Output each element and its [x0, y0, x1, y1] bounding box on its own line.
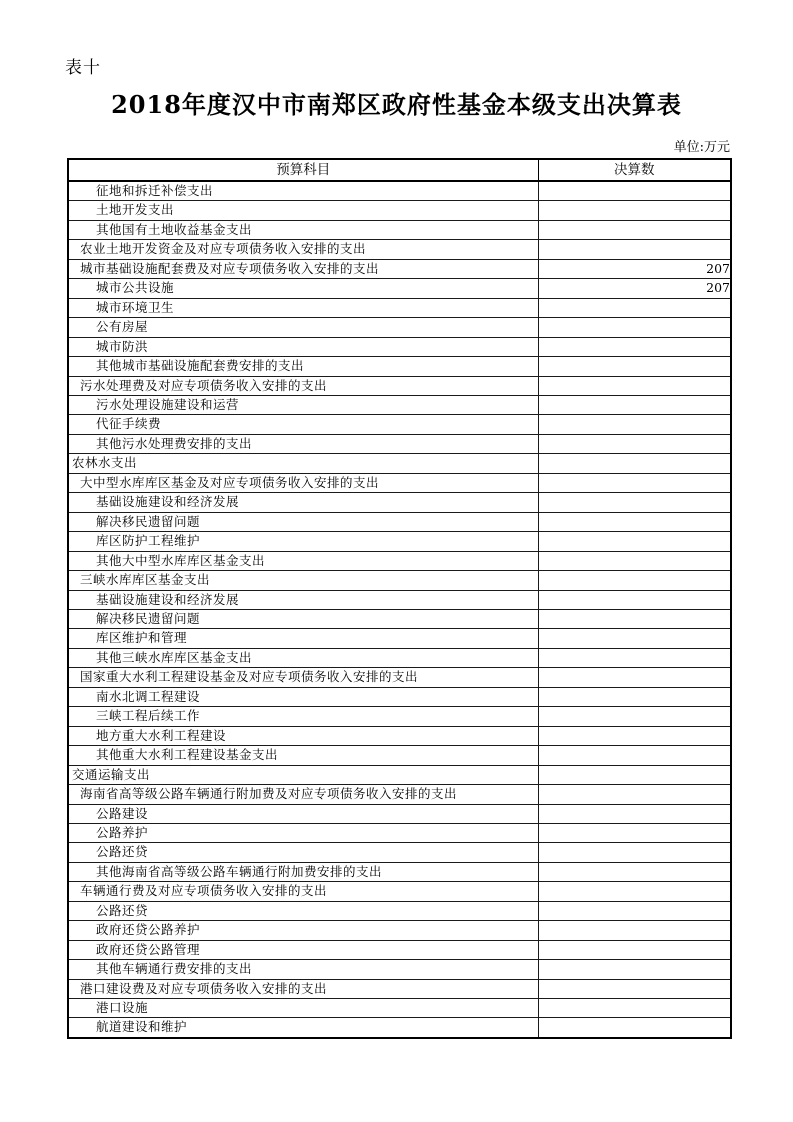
- budget-subject-cell: 港口建设费及对应专项债务收入安排的支出: [68, 979, 538, 998]
- final-amount-cell: [538, 357, 731, 376]
- final-amount-cell: [538, 473, 731, 492]
- budget-subject-cell: 港口设施: [68, 999, 538, 1018]
- table-row: [68, 201, 731, 220]
- page-title: 2018年度汉中市南郑区政府性基金本级支出决算表: [111, 90, 682, 119]
- final-amount-cell: [538, 979, 731, 998]
- budget-subject-cell: 城市环境卫生: [68, 298, 538, 317]
- final-amount-cell: [538, 434, 731, 453]
- table-row: [68, 921, 731, 940]
- final-amount-cell: [538, 785, 731, 804]
- table-row: [68, 960, 731, 979]
- table-row: [68, 181, 731, 201]
- budget-subject-cell: 其他三峡水库库区基金支出: [68, 648, 538, 667]
- final-amount-cell: [538, 921, 731, 940]
- budget-subject-cell: 污水处理设施建设和运营: [68, 395, 538, 414]
- budget-subject-cell: 城市防洪: [68, 337, 538, 356]
- table-row: [68, 571, 731, 590]
- final-amount-cell: [538, 376, 731, 395]
- table-row: [68, 220, 731, 239]
- final-amount-cell: [538, 590, 731, 609]
- table-row: [68, 259, 731, 278]
- budget-subject-cell: 基础设施建设和经济发展: [68, 493, 538, 512]
- budget-subject-cell: 农林水支出: [68, 454, 538, 473]
- table-row: [68, 785, 731, 804]
- table-row: [68, 337, 731, 356]
- final-amount-cell: [538, 960, 731, 979]
- final-amount-cell: [538, 415, 731, 434]
- budget-subject-cell: 其他国有土地收益基金支出: [68, 220, 538, 239]
- budget-subject-cell: 公路还贷: [68, 901, 538, 920]
- budget-subject-cell: 解决移民遗留问题: [68, 609, 538, 628]
- final-amount-cell: [538, 999, 731, 1018]
- final-amount-cell: [538, 1018, 731, 1038]
- final-amount-cell: [538, 395, 731, 414]
- final-amount-cell: [538, 201, 731, 220]
- table-row: [68, 318, 731, 337]
- final-amount-cell: [538, 551, 731, 570]
- final-amount-cell: [538, 707, 731, 726]
- table-row: [68, 901, 731, 920]
- budget-subject-cell: 政府还贷公路管理: [68, 940, 538, 959]
- final-amount-cell: [538, 668, 731, 687]
- budget-table: [67, 158, 732, 1039]
- page-label: 表十: [65, 58, 101, 78]
- budget-subject-cell: 国家重大水利工程建设基金及对应专项债务收入安排的支出: [68, 668, 538, 687]
- budget-subject-cell: 城市基础设施配套费及对应专项债务收入安排的支出: [68, 259, 538, 278]
- table-row: [68, 804, 731, 823]
- final-amount-cell: [538, 823, 731, 842]
- budget-subject-cell: 三峡工程后续工作: [68, 707, 538, 726]
- budget-subject-cell: 污水处理费及对应专项债务收入安排的支出: [68, 376, 538, 395]
- table-row: [68, 298, 731, 317]
- final-amount-cell: [538, 337, 731, 356]
- table-row: [68, 746, 731, 765]
- budget-subject-cell: 农业土地开发资金及对应专项债务收入安排的支出: [68, 240, 538, 259]
- final-amount-cell: [538, 512, 731, 531]
- budget-subject-cell: 航道建设和维护: [68, 1018, 538, 1038]
- table-row: [68, 551, 731, 570]
- table-row: [68, 532, 731, 551]
- table-row: [68, 512, 731, 531]
- final-amount-cell: 207: [538, 279, 731, 298]
- final-amount-cell: [538, 882, 731, 901]
- budget-subject-cell: 公路养护: [68, 823, 538, 842]
- table-row: [68, 843, 731, 862]
- final-amount-cell: [538, 862, 731, 881]
- budget-subject-cell: 车辆通行费及对应专项债务收入安排的支出: [68, 882, 538, 901]
- budget-subject-cell: 解决移民遗留问题: [68, 512, 538, 531]
- table-row: [68, 434, 731, 453]
- column-header-final-amount: 决算数: [538, 159, 731, 181]
- budget-subject-cell: 其他城市基础设施配套费安排的支出: [68, 357, 538, 376]
- budget-subject-cell: 库区防护工程维护: [68, 532, 538, 551]
- final-amount-cell: [538, 298, 731, 317]
- budget-subject-cell: 基础设施建设和经济发展: [68, 590, 538, 609]
- budget-subject-cell: 代征手续费: [68, 415, 538, 434]
- budget-subject-cell: 库区维护和管理: [68, 629, 538, 648]
- final-amount-cell: [538, 940, 731, 959]
- budget-subject-cell: 公路建设: [68, 804, 538, 823]
- final-amount-cell: [538, 843, 731, 862]
- final-amount-cell: [538, 609, 731, 628]
- table-row: [68, 668, 731, 687]
- table-row: [68, 609, 731, 628]
- table-row: [68, 862, 731, 881]
- table-row: [68, 882, 731, 901]
- budget-subject-cell: 交通运输支出: [68, 765, 538, 784]
- table-row: [68, 940, 731, 959]
- budget-subject-cell: 土地开发支出: [68, 201, 538, 220]
- final-amount-cell: 207: [538, 259, 731, 278]
- budget-subject-cell: 其他车辆通行费安排的支出: [68, 960, 538, 979]
- budget-subject-cell: 其他重大水利工程建设基金支出: [68, 746, 538, 765]
- table-row: [68, 707, 731, 726]
- final-amount-cell: [538, 629, 731, 648]
- final-amount-cell: [538, 220, 731, 239]
- budget-subject-cell: 三峡水库库区基金支出: [68, 571, 538, 590]
- budget-subject-cell: 其他污水处理费安排的支出: [68, 434, 538, 453]
- final-amount-cell: [538, 571, 731, 590]
- table-row: [68, 999, 731, 1018]
- final-amount-cell: [538, 765, 731, 784]
- table-row: [68, 590, 731, 609]
- final-amount-cell: [538, 532, 731, 551]
- final-amount-cell: [538, 240, 731, 259]
- budget-subject-cell: 地方重大水利工程建设: [68, 726, 538, 745]
- table-row: [68, 629, 731, 648]
- table-row: [68, 823, 731, 842]
- table-row: [68, 687, 731, 706]
- budget-subject-cell: 海南省高等级公路车辆通行附加费及对应专项债务收入安排的支出: [68, 785, 538, 804]
- final-amount-cell: [538, 648, 731, 667]
- table-row: [68, 648, 731, 667]
- table-row: [68, 726, 731, 745]
- final-amount-cell: [538, 454, 731, 473]
- budget-subject-cell: 政府还贷公路养护: [68, 921, 538, 940]
- final-amount-cell: [538, 181, 731, 201]
- table-row: [68, 240, 731, 259]
- budget-subject-cell: 公有房屋: [68, 318, 538, 337]
- table-row: [68, 493, 731, 512]
- table-row: [68, 357, 731, 376]
- table-row: [68, 376, 731, 395]
- budget-subject-cell: 城市公共设施: [68, 279, 538, 298]
- table-row: [68, 765, 731, 784]
- final-amount-cell: [538, 726, 731, 745]
- final-amount-cell: [538, 687, 731, 706]
- budget-subject-cell: 南水北调工程建设: [68, 687, 538, 706]
- budget-subject-cell: 公路还贷: [68, 843, 538, 862]
- table-row: [68, 279, 731, 298]
- table-row: [68, 395, 731, 414]
- table-row: [68, 473, 731, 492]
- budget-subject-cell: 其他海南省高等级公路车辆通行附加费安排的支出: [68, 862, 538, 881]
- table-row: [68, 454, 731, 473]
- final-amount-cell: [538, 746, 731, 765]
- final-amount-cell: [538, 804, 731, 823]
- table-row: [68, 979, 731, 998]
- budget-subject-cell: 征地和拆迁补偿支出: [68, 181, 538, 201]
- table-row: [68, 1018, 731, 1038]
- unit-note: 单位:万元: [673, 140, 730, 155]
- table-row: [68, 415, 731, 434]
- final-amount-cell: [538, 318, 731, 337]
- budget-subject-cell: 其他大中型水库库区基金支出: [68, 551, 538, 570]
- column-header-budget-subject: 预算科目: [68, 159, 538, 181]
- budget-subject-cell: 大中型水库库区基金及对应专项债务收入安排的支出: [68, 473, 538, 492]
- table-header-row: [68, 159, 731, 181]
- final-amount-cell: [538, 493, 731, 512]
- final-amount-cell: [538, 901, 731, 920]
